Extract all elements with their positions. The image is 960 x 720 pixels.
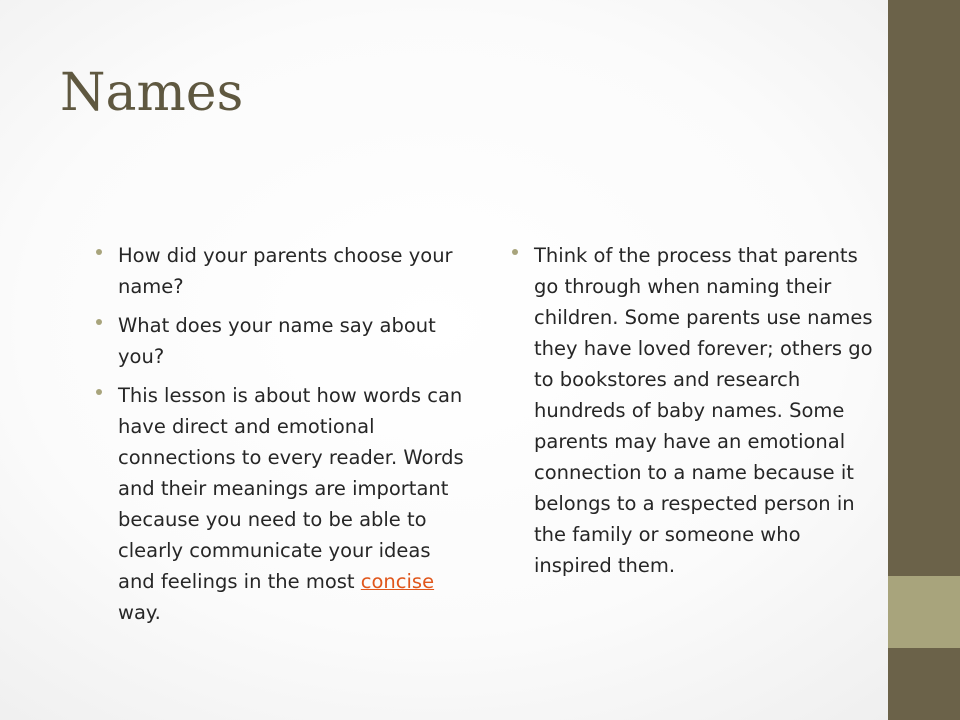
bullet-item — [96, 380, 464, 628]
bullet-text-after-link: way. — [118, 601, 161, 624]
bullet-dot-icon — [96, 389, 102, 395]
bullet-text: How did your parents choose your name? — [118, 244, 453, 298]
bullet-dot-icon — [96, 249, 102, 255]
bullet-item — [512, 240, 882, 581]
bullet-item — [96, 310, 464, 372]
bullet-text: What does your name say about you? — [118, 314, 436, 368]
left-bullet-list — [96, 240, 464, 636]
sidebar-accent-block — [888, 576, 960, 648]
bullet-text-before-link: This lesson is about how words can have direct and emotional connections to every reader. Words and their meanings are important because you need to be able to clearly communicate your ideas and feelings in the most — [118, 384, 464, 593]
slide-title: Names — [60, 63, 244, 123]
right-bullet-list — [512, 240, 882, 589]
bullet-text: Think of the process that parents go through when naming their children. Some parents use names they have loved forever; others go to bookstores and research hundreds of baby names. Some parents may have an emotional connection to a name because it belongs to a respected person in the family or someone who inspired them. — [534, 244, 873, 577]
bullet-dot-icon — [512, 249, 518, 255]
bullet-dot-icon — [96, 319, 102, 325]
bullet-item — [96, 240, 464, 302]
concise-link[interactable]: concise — [360, 570, 435, 593]
